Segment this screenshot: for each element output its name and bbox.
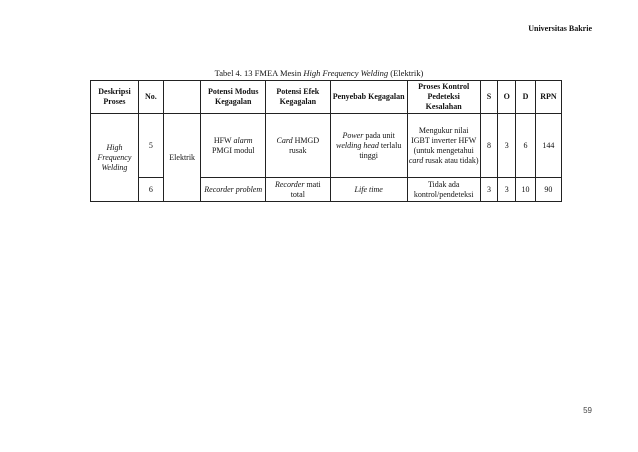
table-caption — [0, 68, 638, 78]
header-potensi-modus: Potensi Modus Kegagalan — [201, 81, 266, 114]
header-no: No. — [138, 81, 163, 114]
cell-d: 10 — [516, 178, 536, 202]
penyebab-text-c: welding head — [336, 140, 379, 150]
modus-text-a: HFW — [213, 135, 234, 145]
caption-prefix: Tabel 4. 13 FMEA Mesin — [214, 68, 304, 78]
efek-text-b: mati total — [290, 179, 321, 199]
page-number: 59 — [583, 406, 592, 415]
table-header-row — [91, 81, 562, 114]
header-deskripsi-proses: Deskripsi Proses — [91, 81, 139, 114]
cell-o: 3 — [498, 178, 516, 202]
header-d: D — [516, 81, 536, 114]
kontrol-text-b: card — [408, 155, 424, 165]
kontrol-text-c: rusak atau tidak) — [423, 155, 479, 165]
cell-s: 8 — [480, 114, 498, 178]
cell-potensi-efek — [266, 114, 331, 178]
fmea-table — [90, 80, 562, 202]
cell-deskripsi-proses: High Frequency Welding — [91, 114, 139, 202]
header-komponen — [163, 81, 201, 114]
cell-potensi-modus: Recorder problem — [201, 178, 266, 202]
penyebab-text-a: Power — [342, 130, 364, 140]
cell-s: 3 — [480, 178, 498, 202]
modus-text-b: alarm — [233, 135, 253, 145]
efek-text-a: Card — [276, 135, 293, 145]
header-potensi-efek: Potensi Efek Kegagalan — [266, 81, 331, 114]
header-o: O — [498, 81, 516, 114]
cell-komponen: Elektrik — [163, 114, 201, 202]
header-s: S — [480, 81, 498, 114]
table-row — [91, 178, 562, 202]
caption-italic: High Frequency Welding — [303, 68, 389, 78]
cell-penyebab — [330, 114, 407, 178]
modus-text-c: PMGI modul — [211, 145, 255, 155]
cell-o: 3 — [498, 114, 516, 178]
efek-text-b: HMGD rusak — [289, 135, 320, 155]
penyebab-text-b: pada unit — [363, 130, 395, 140]
cell-penyebab: Life time — [330, 178, 407, 202]
cell-potensi-modus — [201, 114, 266, 178]
efek-text-a: Recorder — [274, 179, 305, 189]
header-proses-kontrol: Proses Kontrol Pedeteksi Kesalahan — [407, 81, 480, 114]
table-row — [91, 114, 562, 178]
header-rpn: RPN — [535, 81, 561, 114]
cell-proses-kontrol: Tidak ada kontrol/pendeteksi — [407, 178, 480, 202]
cell-no: 6 — [138, 178, 163, 202]
penyebab-text-d: terlalu tinggi — [359, 140, 402, 160]
cell-d: 6 — [516, 114, 536, 178]
institution-header: Universitas Bakrie — [528, 24, 592, 33]
cell-potensi-efek — [266, 178, 331, 202]
cell-rpn: 144 — [535, 114, 561, 178]
cell-proses-kontrol — [407, 114, 480, 178]
cell-no: 5 — [138, 114, 163, 178]
cell-rpn: 90 — [535, 178, 561, 202]
kontrol-text-a: Mengukur nilai IGBT inverter HFW (untuk mengetahui — [411, 125, 477, 155]
caption-suffix: (Elektrik) — [388, 68, 424, 78]
header-penyebab: Penyebab Kegagalan — [330, 81, 407, 114]
